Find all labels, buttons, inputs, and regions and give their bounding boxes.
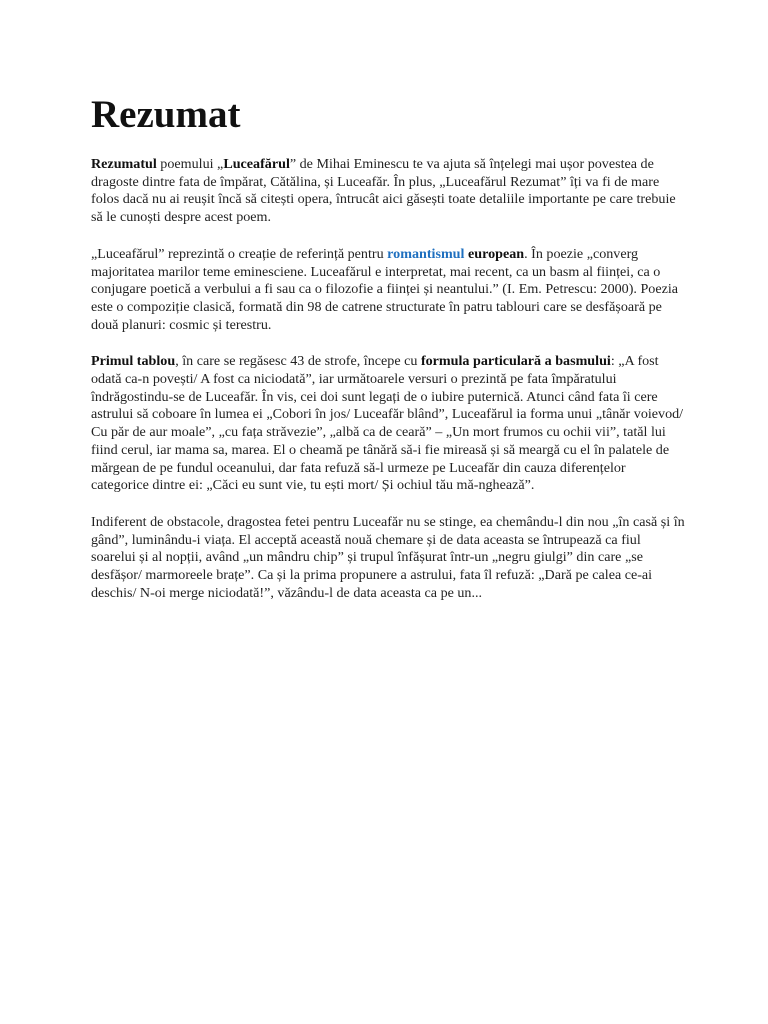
- bold-text: Luceafărul: [223, 156, 290, 172]
- document-page: [91, 92, 686, 621]
- text-run: „Luceafărul” reprezintă o creație de referință pentru: [91, 245, 388, 262]
- bold-text: formula particulară a basmului: [420, 353, 611, 370]
- text-run: . În poezie „converg majoritatea marilor teme eminesciene. Luceafărul e interpretat, mai recent, ca un basm al ființei, ca o conjugare poetică a verbului a fi sau ca o filozofie a ființei și neantului.” (I. Em. Petrescu: 2000). Poezia este o compoziție clasică, formată din 98 de catrene structurate în patru tablouri care se desfășoară pe două planuri: cosmic și terestru.: [91, 245, 679, 333]
- bold-text: Primul tablou: [91, 353, 176, 370]
- text-run: , în care se regăsesc 43 de strofe, începe cu: [175, 353, 421, 370]
- text-run: : „A fost odată ca-n povești/ A fost ca niciodată”, iar următoarele versuri o prezintă pe fata împăratului îndrăgostindu-se de Luceafăr. În vis, cei doi sunt legați de o iubire puternică. Atunci când fata îi cere astrului să coboare în lumea ei „Cobori în jos/ Luceafăr blând”, Luceafărul ia forma unui „tânăr voievod/ Cu păr de aur moale”, „cu fața străvezie”, „albă ca de ceară” – „Un mort frumos cu ochii vii”, tatăl lui fiind cerul, iar mama sa, marea. El o cheamă pe tânără să-i fie mireasă și să meargă cu el în palatele de mărgean de pe fundul oceanului, dar fata refuză să-l urmeze pe Luceafăr din cauza diferențelor categorice dintre ei: „Căci eu sunt vie, tu ești mort/ Și ochiul tău mă-nghează”.: [91, 353, 684, 494]
- page-title: Rezumat: [91, 93, 241, 136]
- text-run: ” de Mihai Eminescu te va ajuta să înțelegi mai ușor povestea de dragoste dintre fata de împărat, Cătălina, și Luceafăr. În plus, „Luceafărul Rezumat” îți va fi de mare folos dacă nu ai reușit încă să citești opera, întrucât aici găsești toate detaliile importante pe care trebuie să le cunoști despre acest poem.: [91, 156, 676, 226]
- bold-text: Rezumatul: [91, 156, 157, 172]
- paragraph-intro: [91, 156, 686, 227]
- text-run: poemului „: [156, 156, 224, 172]
- text-run: Indiferent de obstacole, dragostea fetei pentru Luceafăr nu se stinge, ea chemându-l din nou „în casă și în gând”, luminându-i viața. El acceptă această nouă chemare și de data aceasta se întrupează ca fiul soarelui și al nopții, având „un mândru chip” și trupul înfășurat într-un „negru giulgi” din care „se desfășor/ marmoreele brațe”. Ca și la prima propunere a astrului, fata îl refuză: „Dară pe calea ce-ai deschis/ N-oi merge niciodată!”, văzându-l de data aceasta ca pe un...: [91, 513, 685, 601]
- romantismul-link[interactable]: romantismul: [387, 245, 465, 262]
- bold-text: european: [467, 245, 525, 262]
- paragraph-first-tableau: [91, 353, 686, 495]
- paragraph-context: [91, 246, 686, 335]
- paragraph-second-call: [91, 514, 686, 603]
